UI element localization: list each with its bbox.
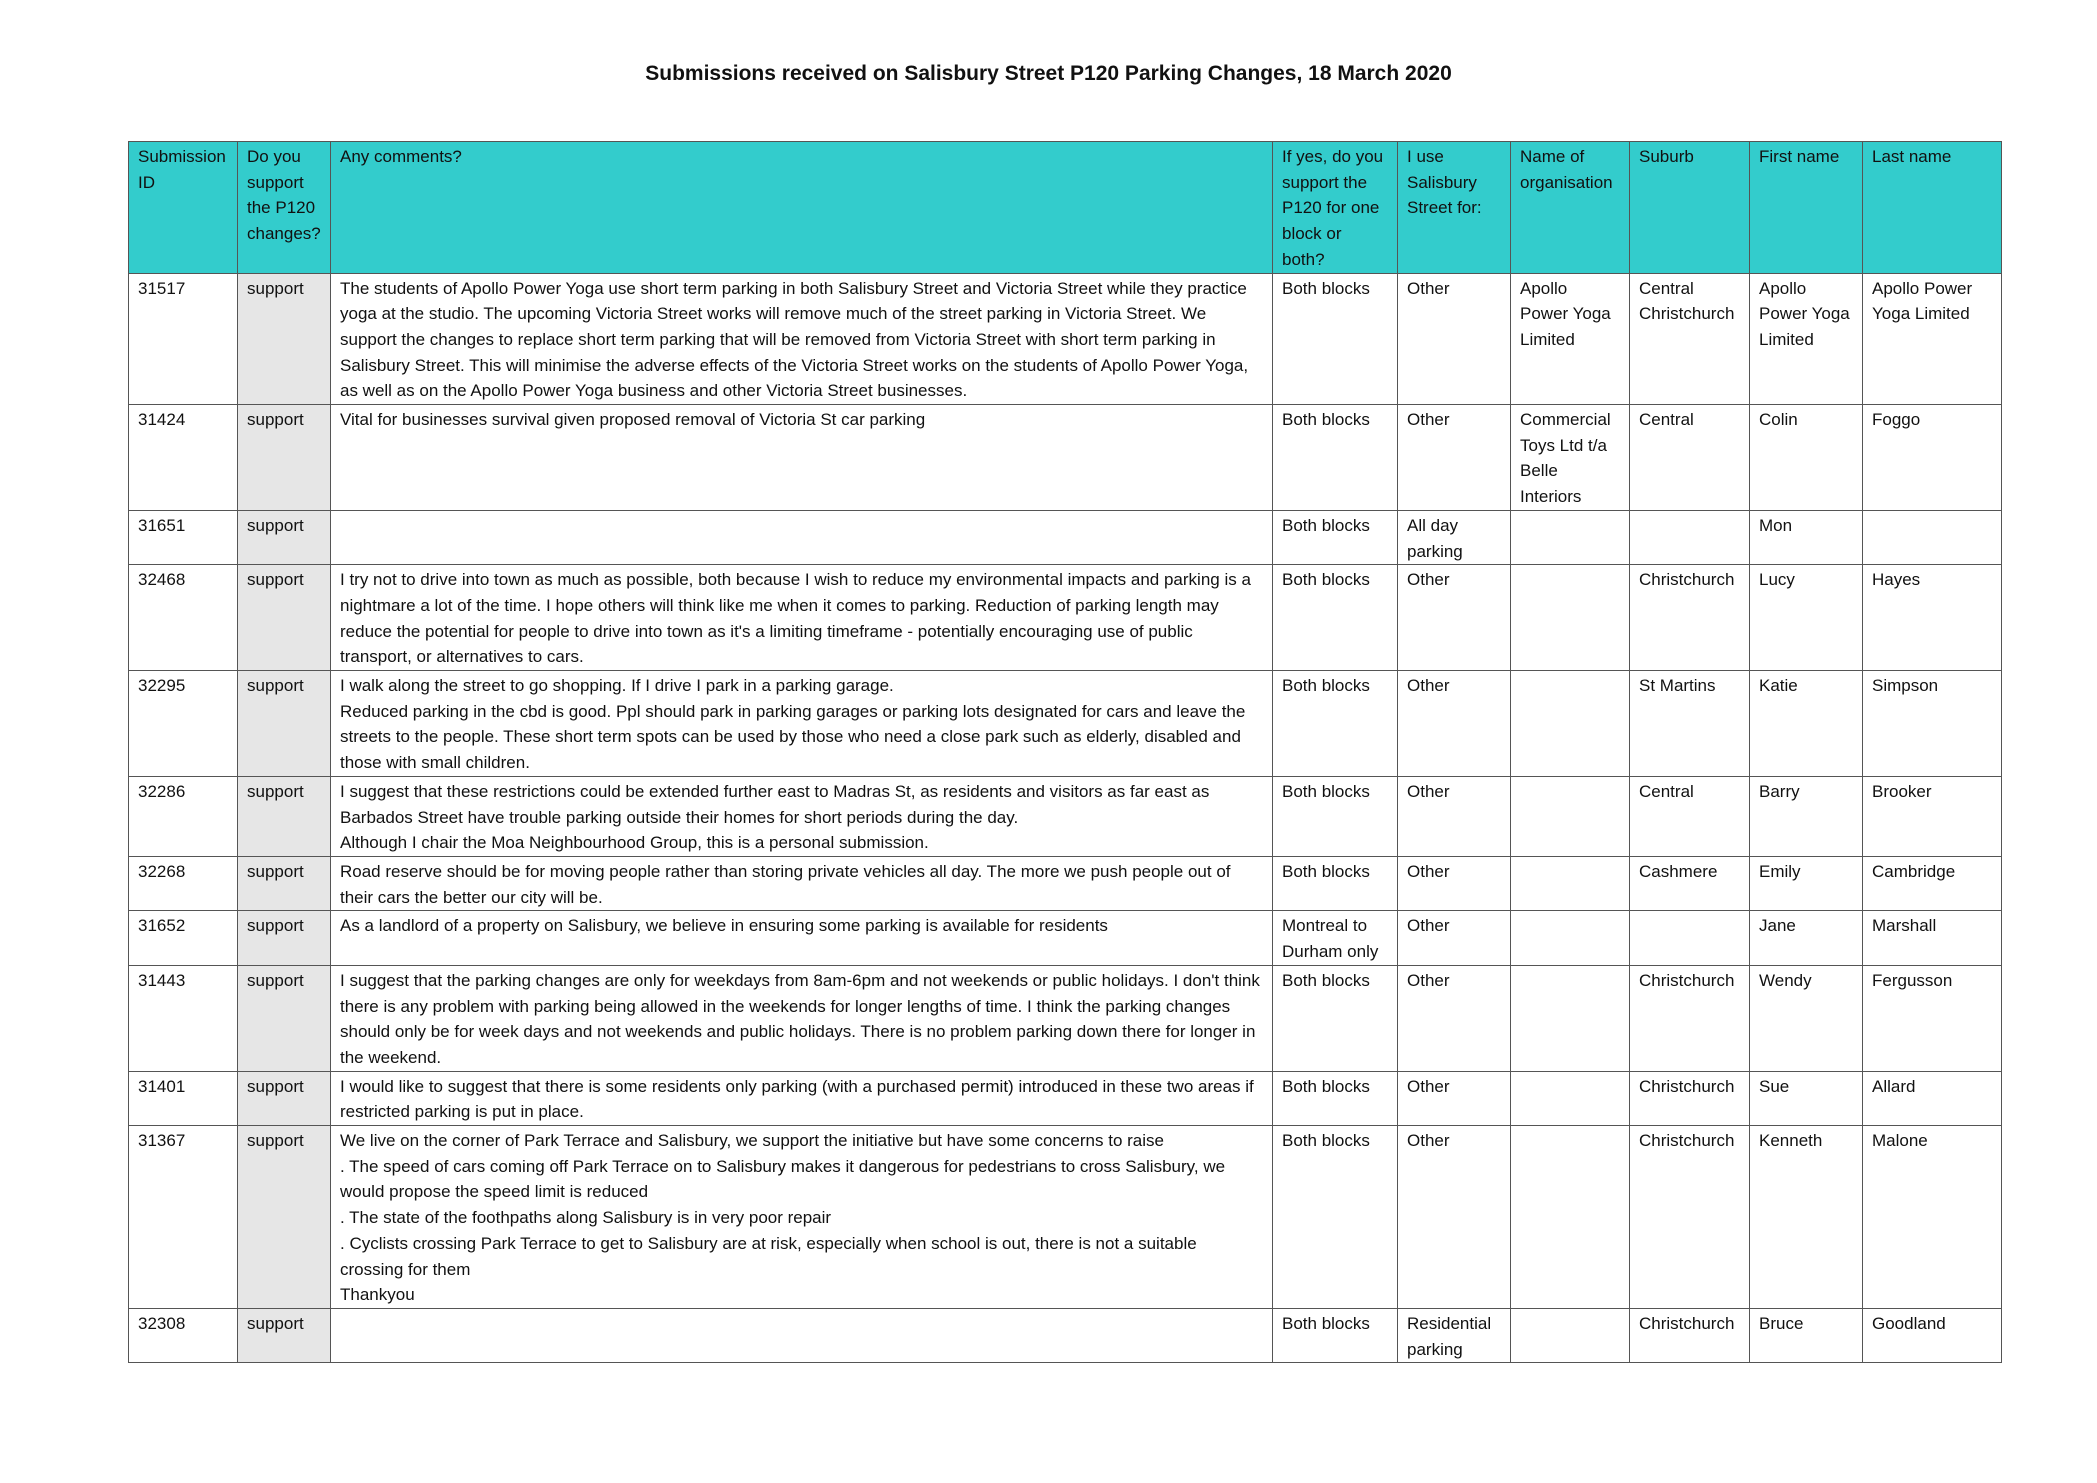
cell-usage: All day parking bbox=[1398, 510, 1511, 564]
cell-first-name: Sue bbox=[1750, 1071, 1863, 1125]
table-row bbox=[129, 510, 2002, 564]
cell-organisation bbox=[1511, 565, 1630, 671]
table-row bbox=[129, 776, 2002, 856]
cell-last-name: Brooker bbox=[1863, 776, 2002, 856]
cell-block: Both blocks bbox=[1273, 856, 1398, 910]
cell-usage: Residential parking bbox=[1398, 1308, 1511, 1362]
cell-usage: Other bbox=[1398, 565, 1511, 671]
cell-suburb: St Martins bbox=[1630, 671, 1750, 777]
cell-last-name: Apollo Power Yoga Limited bbox=[1863, 273, 2002, 405]
header-suburb: Suburb bbox=[1630, 142, 1750, 274]
cell-comments: I walk along the street to go shopping. If I drive I park in a parking garage. Reduced parking in the cbd is good. Ppl should park in parking garages or parking lots designated for cars and leave the streets to the people. These short term spots can be used by those who need a close park such as elderly, disabled and those with small children. bbox=[331, 671, 1273, 777]
cell-suburb: Christchurch bbox=[1630, 565, 1750, 671]
cell-suburb: Central Christchurch bbox=[1630, 273, 1750, 405]
cell-comments: We live on the corner of Park Terrace and Salisbury, we support the initiative but have some concerns to raise . The speed of cars coming off Park Terrace on to Salisbury makes it dangerous for pedestrians to cross Salisbury, we would propose the speed limit is reduced . The state of the foothpaths along Salisbury is in very poor repair . Cyclists crossing Park Terrace to get to Salisbury are at risk, especially when school is out, there is not a suitable crossing for them Thankyou bbox=[331, 1126, 1273, 1309]
header-support: Do you support the P120 changes? bbox=[238, 142, 331, 274]
cell-first-name: Barry bbox=[1750, 776, 1863, 856]
header-last-name: Last name bbox=[1863, 142, 2002, 274]
cell-first-name: Apollo Power Yoga Limited bbox=[1750, 273, 1863, 405]
cell-support: support bbox=[238, 565, 331, 671]
cell-usage: Other bbox=[1398, 1071, 1511, 1125]
table-row bbox=[129, 1308, 2002, 1362]
cell-suburb: Christchurch bbox=[1630, 1126, 1750, 1309]
table-row bbox=[129, 1071, 2002, 1125]
cell-suburb: Central bbox=[1630, 405, 1750, 511]
cell-first-name: Emily bbox=[1750, 856, 1863, 910]
cell-usage: Other bbox=[1398, 273, 1511, 405]
cell-organisation bbox=[1511, 1071, 1630, 1125]
cell-comments bbox=[331, 510, 1273, 564]
cell-support: support bbox=[238, 911, 331, 965]
cell-comments: The students of Apollo Power Yoga use short term parking in both Salisbury Street and Victoria Street while they practice yoga at the studio. The upcoming Victoria Street works will remove much of the street parking in Victoria Street. We support the changes to replace short term parking that will be removed from Victoria Street with short term parking in Salisbury Street. This will minimise the adverse effects of the Victoria Street works on the students of Apollo Power Yoga, as well as on the Apollo Power Yoga business and other Victoria Street businesses. bbox=[331, 273, 1273, 405]
cell-suburb: Christchurch bbox=[1630, 965, 1750, 1071]
cell-organisation bbox=[1511, 510, 1630, 564]
cell-block: Both blocks bbox=[1273, 565, 1398, 671]
table-row bbox=[129, 1126, 2002, 1309]
cell-submission-id: 31517 bbox=[129, 273, 238, 405]
cell-submission-id: 31401 bbox=[129, 1071, 238, 1125]
cell-submission-id: 32295 bbox=[129, 671, 238, 777]
cell-organisation bbox=[1511, 1308, 1630, 1362]
cell-support: support bbox=[238, 671, 331, 777]
cell-comments: I would like to suggest that there is some residents only parking (with a purchased permit) introduced in these two areas if restricted parking is put in place. bbox=[331, 1071, 1273, 1125]
cell-submission-id: 32308 bbox=[129, 1308, 238, 1362]
cell-submission-id: 31443 bbox=[129, 965, 238, 1071]
cell-first-name: Wendy bbox=[1750, 965, 1863, 1071]
cell-submission-id: 32468 bbox=[129, 565, 238, 671]
cell-submission-id: 31651 bbox=[129, 510, 238, 564]
cell-support: support bbox=[238, 1071, 331, 1125]
cell-suburb: Cashmere bbox=[1630, 856, 1750, 910]
cell-block: Both blocks bbox=[1273, 510, 1398, 564]
cell-block: Both blocks bbox=[1273, 965, 1398, 1071]
cell-block: Both blocks bbox=[1273, 1126, 1398, 1309]
cell-comments bbox=[331, 1308, 1273, 1362]
header-row bbox=[129, 142, 2002, 274]
table-row bbox=[129, 273, 2002, 405]
cell-usage: Other bbox=[1398, 1126, 1511, 1309]
cell-support: support bbox=[238, 1308, 331, 1362]
header-block: If yes, do you support the P120 for one block or both? bbox=[1273, 142, 1398, 274]
table-row bbox=[129, 911, 2002, 965]
cell-usage: Other bbox=[1398, 671, 1511, 777]
cell-first-name: Katie bbox=[1750, 671, 1863, 777]
cell-last-name: Foggo bbox=[1863, 405, 2002, 511]
table-row bbox=[129, 565, 2002, 671]
cell-usage: Other bbox=[1398, 405, 1511, 511]
cell-organisation bbox=[1511, 911, 1630, 965]
cell-comments: Road reserve should be for moving people rather than storing private vehicles all day. The more we push people out of their cars the better our city will be. bbox=[331, 856, 1273, 910]
submissions-table bbox=[128, 141, 2002, 1363]
cell-first-name: Kenneth bbox=[1750, 1126, 1863, 1309]
table-row bbox=[129, 405, 2002, 511]
cell-organisation bbox=[1511, 965, 1630, 1071]
cell-last-name: Simpson bbox=[1863, 671, 2002, 777]
cell-support: support bbox=[238, 965, 331, 1071]
cell-organisation bbox=[1511, 856, 1630, 910]
header-first-name: First name bbox=[1750, 142, 1863, 274]
cell-organisation: Apollo Power Yoga Limited bbox=[1511, 273, 1630, 405]
cell-comments: I suggest that these restrictions could be extended further east to Madras St, as residents and visitors as far east as Barbados Street have trouble parking outside their homes for short periods during the day. Although I chair the Moa Neighbourhood Group, this is a personal submission. bbox=[331, 776, 1273, 856]
cell-last-name: Fergusson bbox=[1863, 965, 2002, 1071]
cell-support: support bbox=[238, 856, 331, 910]
cell-comments: I suggest that the parking changes are only for weekdays from 8am-6pm and not weekends or public holidays. I don't think there is any problem with parking being allowed in the weekends for longer lengths of time. I think the parking changes should only be for week days and not weekends and public holidays. There is no problem parking down there for longer in the weekend. bbox=[331, 965, 1273, 1071]
cell-usage: Other bbox=[1398, 965, 1511, 1071]
cell-block: Both blocks bbox=[1273, 405, 1398, 511]
cell-first-name: Mon bbox=[1750, 510, 1863, 564]
cell-submission-id: 31652 bbox=[129, 911, 238, 965]
cell-first-name: Bruce bbox=[1750, 1308, 1863, 1362]
cell-last-name: Hayes bbox=[1863, 565, 2002, 671]
cell-submission-id: 32268 bbox=[129, 856, 238, 910]
cell-suburb: Central bbox=[1630, 776, 1750, 856]
cell-block: Both blocks bbox=[1273, 1071, 1398, 1125]
cell-support: support bbox=[238, 776, 331, 856]
cell-organisation bbox=[1511, 1126, 1630, 1309]
table-row bbox=[129, 671, 2002, 777]
cell-suburb: Christchurch bbox=[1630, 1071, 1750, 1125]
cell-block: Both blocks bbox=[1273, 1308, 1398, 1362]
cell-organisation bbox=[1511, 671, 1630, 777]
cell-usage: Other bbox=[1398, 856, 1511, 910]
cell-comments: As a landlord of a property on Salisbury, we believe in ensuring some parking is available for residents bbox=[331, 911, 1273, 965]
header-submission-id: Submission ID bbox=[129, 142, 238, 274]
cell-organisation: Commercial Toys Ltd t/a Belle Interiors bbox=[1511, 405, 1630, 511]
cell-support: support bbox=[238, 510, 331, 564]
cell-last-name: Marshall bbox=[1863, 911, 2002, 965]
cell-last-name: Cambridge bbox=[1863, 856, 2002, 910]
cell-first-name: Jane bbox=[1750, 911, 1863, 965]
cell-submission-id: 31367 bbox=[129, 1126, 238, 1309]
cell-submission-id: 31424 bbox=[129, 405, 238, 511]
header-usage: I use Salisbury Street for: bbox=[1398, 142, 1511, 274]
cell-submission-id: 32286 bbox=[129, 776, 238, 856]
cell-last-name: Malone bbox=[1863, 1126, 2002, 1309]
cell-usage: Other bbox=[1398, 776, 1511, 856]
cell-comments: Vital for businesses survival given proposed removal of Victoria St car parking bbox=[331, 405, 1273, 511]
cell-block: Both blocks bbox=[1273, 671, 1398, 777]
cell-comments: I try not to drive into town as much as possible, both because I wish to reduce my environmental impacts and parking is a nightmare a lot of the time. I hope others will think like me when it comes to parking. Reduction of parking length may reduce the potential for people to drive into town as it's a limiting timeframe - potentially encouraging use of public transport, or alternatives to cars. bbox=[331, 565, 1273, 671]
header-comments: Any comments? bbox=[331, 142, 1273, 274]
page-title: Submissions received on Salisbury Street P120 Parking Changes, 18 March 2020 bbox=[645, 62, 1452, 85]
cell-organisation bbox=[1511, 776, 1630, 856]
cell-last-name: Allard bbox=[1863, 1071, 2002, 1125]
cell-block: Both blocks bbox=[1273, 273, 1398, 405]
cell-suburb: Christchurch bbox=[1630, 1308, 1750, 1362]
cell-support: support bbox=[238, 273, 331, 405]
cell-usage: Other bbox=[1398, 911, 1511, 965]
cell-suburb bbox=[1630, 510, 1750, 564]
cell-block: Montreal to Durham only bbox=[1273, 911, 1398, 965]
cell-support: support bbox=[238, 405, 331, 511]
table-row bbox=[129, 965, 2002, 1071]
cell-first-name: Lucy bbox=[1750, 565, 1863, 671]
cell-last-name bbox=[1863, 510, 2002, 564]
header-organisation: Name of organisation bbox=[1511, 142, 1630, 274]
table-row bbox=[129, 856, 2002, 910]
cell-first-name: Colin bbox=[1750, 405, 1863, 511]
cell-suburb bbox=[1630, 911, 1750, 965]
cell-support: support bbox=[238, 1126, 331, 1309]
cell-block: Both blocks bbox=[1273, 776, 1398, 856]
cell-last-name: Goodland bbox=[1863, 1308, 2002, 1362]
